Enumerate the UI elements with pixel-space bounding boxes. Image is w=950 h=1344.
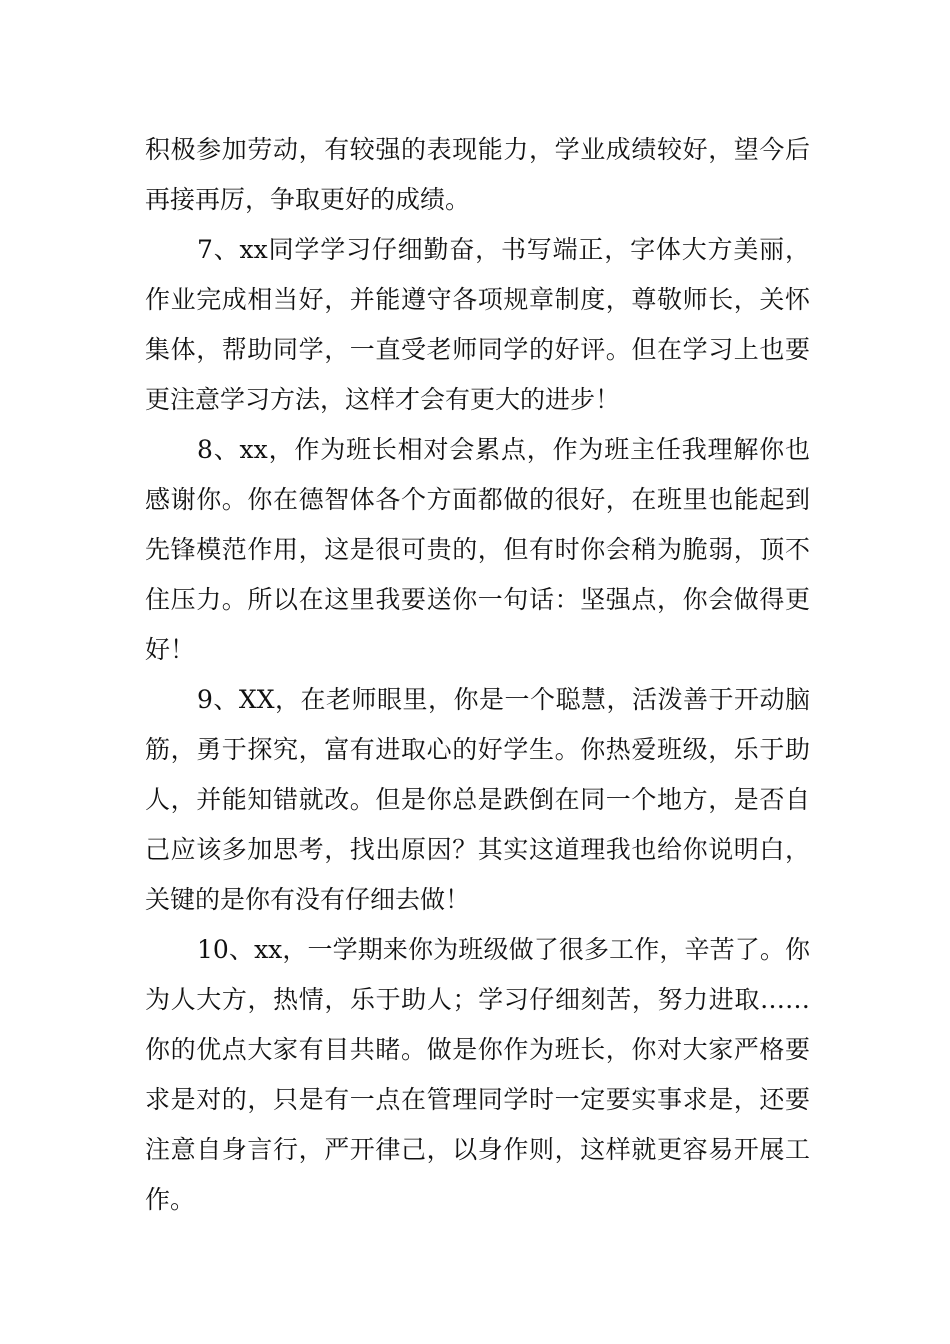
paragraph-continuation: 积极参加劳动，有较强的表现能力，学业成绩较好，望今后再接再厉，争取更好的成绩。 bbox=[145, 135, 810, 214]
document-body bbox=[145, 125, 810, 1225]
paragraph-comment-10: 10、xx，一学期来你为班级做了很多工作，辛苦了。你为人大方，热情，乐于助人；学习仔细刻苦，努力进取……你的优点大家有目共睹。做是你作为班长，你对大家严格要求是对的，只是有一点在管理同学时一定要实事求是，还要注意自身言行，严开律己，以身作则，这样就更容易开展工作。 bbox=[145, 935, 810, 1214]
paragraph-comment-7: 7、xx同学学习仔细勤奋，书写端正，字体大方美丽，作业完成相当好，并能遵守各项规章制度，尊敬师长，关怀集体，帮助同学，一直受老师同学的好评。但在学习上也要更注意学习方法，这样才会有更大的进步！ bbox=[145, 235, 810, 414]
paragraph-comment-8: 8、xx，作为班长相对会累点，作为班主任我理解你也感谢你。你在德智体各个方面都做的很好，在班里也能起到先锋模范作用，这是很可贵的，但有时你会稍为脆弱，顶不住压力。所以在这里我要送你一句话：坚强点，你会做得更好！ bbox=[145, 435, 810, 664]
paragraph-comment-9: 9、XX，在老师眼里，你是一个聪慧，活泼善于开动脑筋，勇于探究，富有进取心的好学生。你热爱班级，乐于助人，并能知错就改。但是你总是跌倒在同一个地方，是否自己应该多加思考，找出原因？其实这道理我也给你说明白，关键的是你有没有仔细去做！ bbox=[145, 685, 810, 914]
